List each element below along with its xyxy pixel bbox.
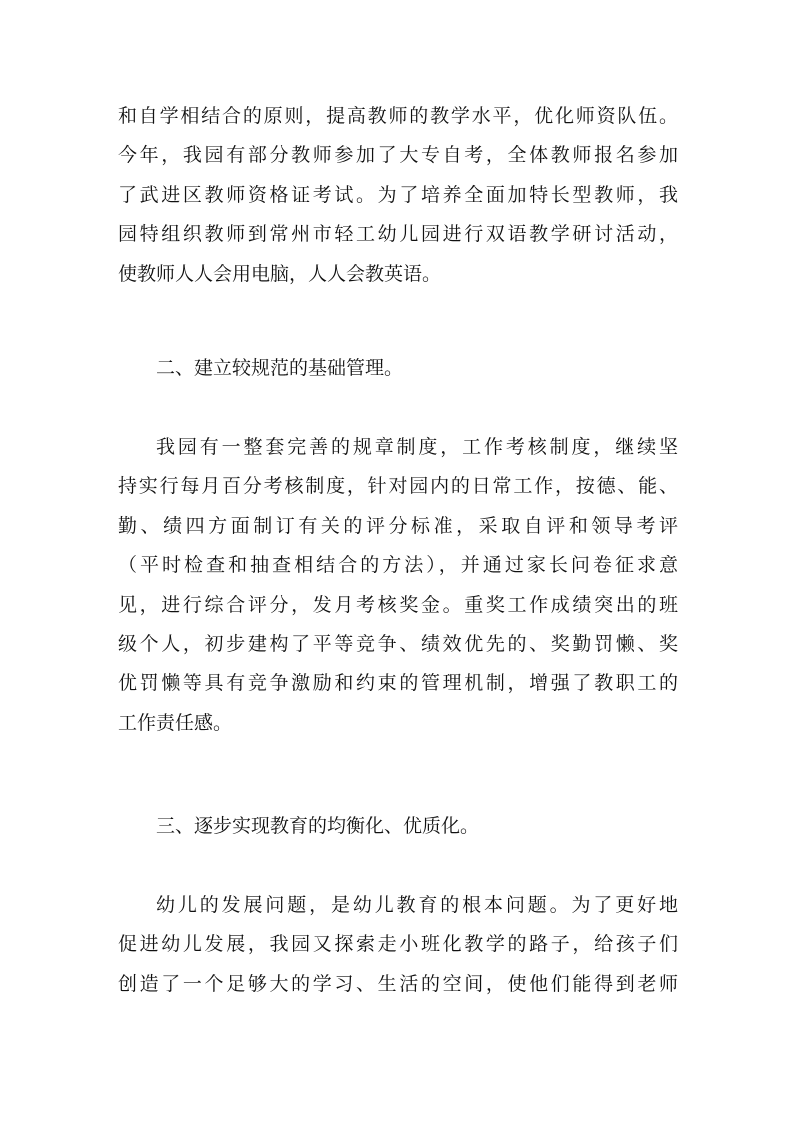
paragraph-2-line-2: 持实行每月百分考核制度，针对园内的日常工作，按德、能、	[118, 475, 678, 498]
paragraph-2-line-6: 级个人，初步建构了平等竞争、绩效优先的、奖勤罚懒、奖	[118, 632, 678, 655]
paragraph-1-line-5: 使教师人人会用电脑，人人会教英语。	[118, 262, 442, 285]
heading-3-text: 三、逐步实现教育的均衡化、优质化。	[156, 815, 480, 837]
paragraph-1-line-3: 了武进区教师资格证考试。为了培养全面加特长型教师，我	[118, 183, 678, 206]
section-heading-3	[118, 807, 678, 846]
paragraph-1	[118, 97, 678, 294]
paragraph-2-line-3: 勤、绩四方面制订有关的评分标准，采取自评和领导考评	[118, 514, 678, 537]
paragraph-2-line-4: （平时检查和抽查相结合的方法），并通过家长问卷征求意	[118, 554, 678, 577]
paragraph-2-line-7: 优罚懒等具有竞争激励和约束的管理机制，增强了教职工的	[118, 672, 678, 695]
paragraph-1-line-4: 园特组织教师到常州市轻工幼儿园进行双语教学研讨活动，	[118, 223, 678, 246]
paragraph-2-line-5: 见，进行综合评分，发月考核奖金。重奖工作成绩突出的班	[118, 593, 678, 616]
heading-2-text: 二、建立较规范的基础管理。	[156, 357, 404, 379]
paragraph-3-line-1: 幼儿的发展问题，是幼儿教育的根本问题。为了更好地	[156, 894, 678, 916]
paragraph-2-line-1: 我园有一整套完善的规章制度，工作考核制度，继续坚	[156, 436, 678, 458]
paragraph-1-line-1: 和自学相结合的原则，提高教师的教学水平，优化师资队伍。	[118, 105, 678, 127]
paragraph-2-line-8: 工作责任感。	[118, 711, 233, 734]
section-heading-2	[118, 349, 678, 388]
paragraph-3	[118, 886, 678, 1004]
paragraph-1-line-2: 今年，我园有部分教师参加了大专自考，全体教师报名参加	[118, 144, 678, 167]
paragraph-3-line-3: 创造了一个足够大的学习、生活的空间，使他们能得到老师	[118, 972, 678, 995]
paragraph-3-line-2: 促进幼儿发展，我园又探索走小班化教学的路子，给孩子们	[118, 933, 678, 956]
paragraph-2	[118, 428, 678, 743]
